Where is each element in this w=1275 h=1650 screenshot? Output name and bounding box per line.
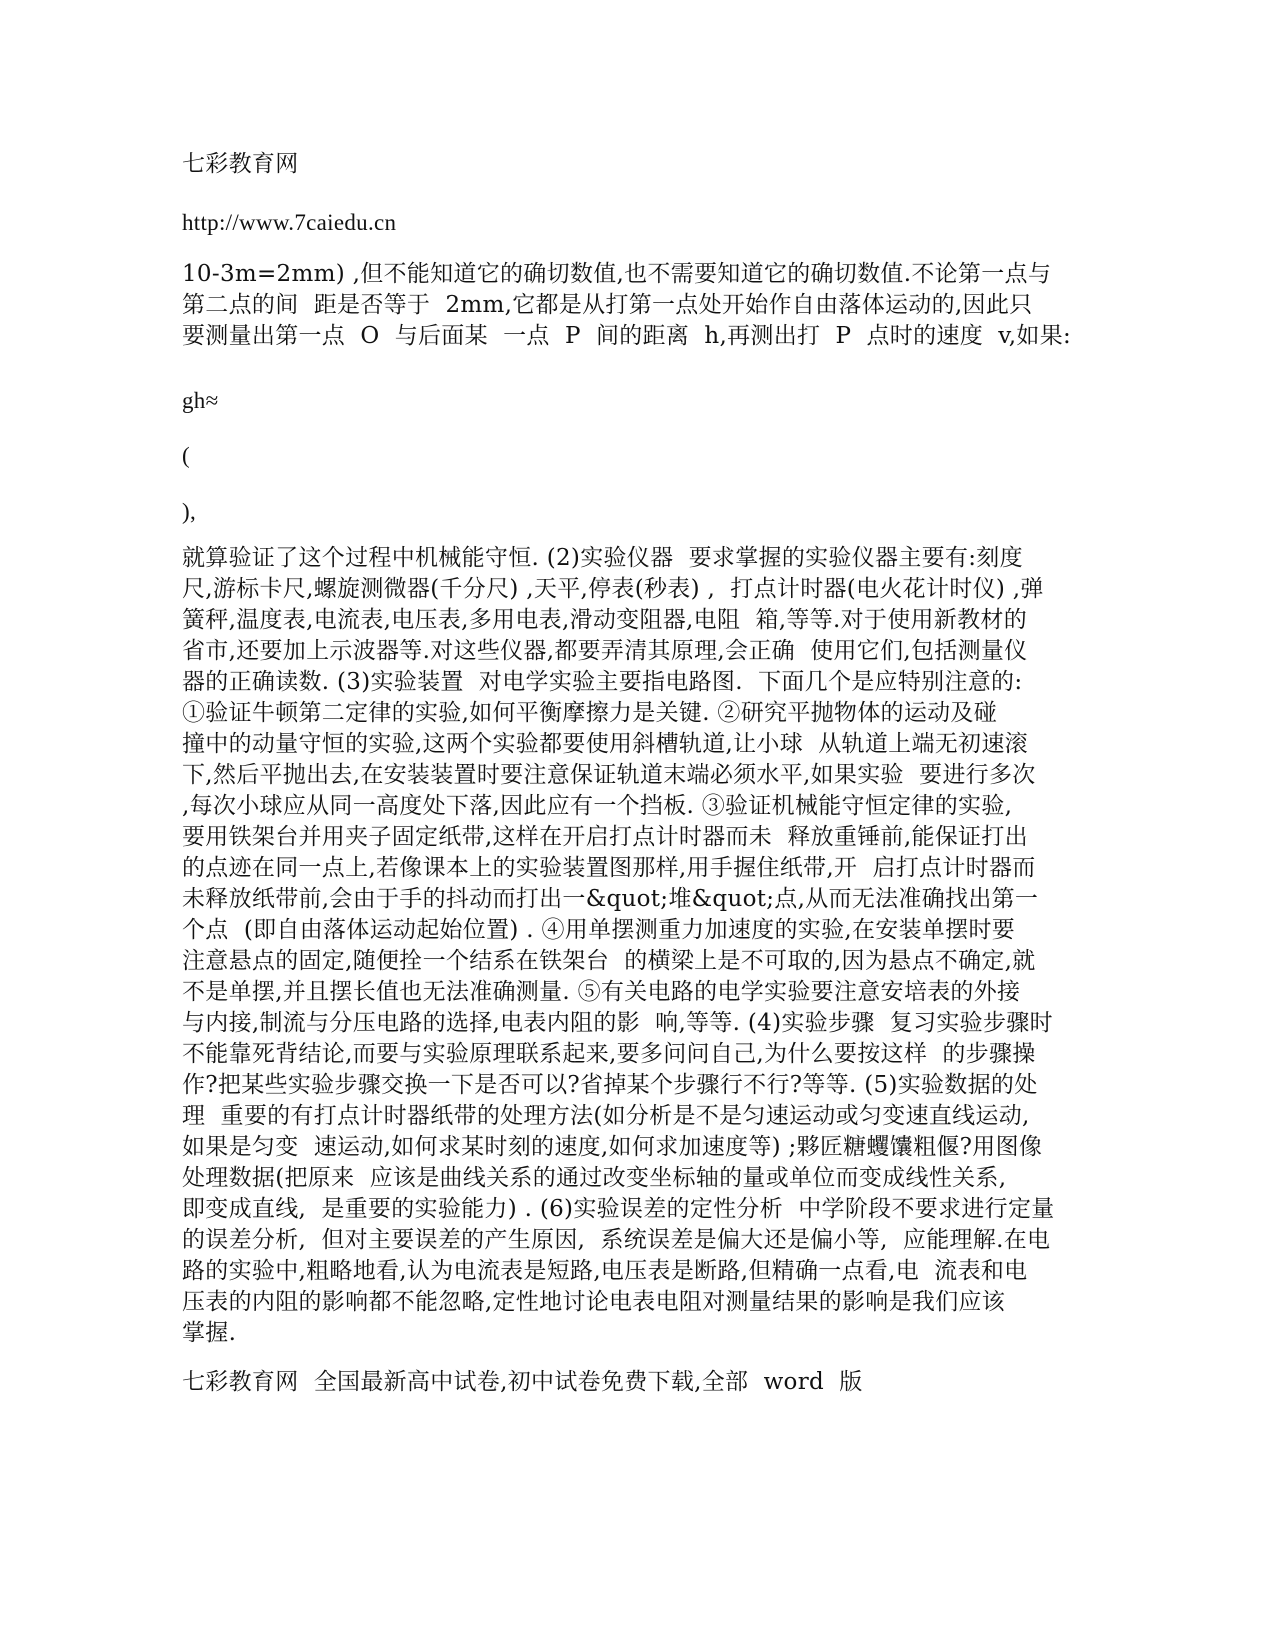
paragraph-2-line-25: 压表的内阻的影响都不能忽略,定性地讨论电表电阻对测量结果的影响是我们应该 bbox=[182, 1289, 1006, 1315]
paragraph-2-line-10: 要用铁架台并用夹子固定纸带,这样在开启打点计时器而未 释放重锤前,能保证打出 bbox=[182, 824, 1028, 850]
paragraph-2-line-24: 路的实验中,粗略地看,认为电流表是短路,电压表是断路,但精确一点看,电 流表和电 bbox=[182, 1258, 1028, 1284]
paragraph-2-line-15: 不是单摆,并且摆长值也无法准确测量. ⑤有关电路的电学实验要注意安培表的外接 bbox=[182, 979, 1021, 1005]
paragraph-1-line-1: 10-3m=2mm) ,但不能知道它的确切数值,也不需要知道它的确切数值.不论第一点与 bbox=[182, 261, 1052, 287]
paragraph-2-line-18: 作?把某些实验步骤交换一下是否可以?省掉某个步骤行不行?等等. (5)实验数据的处 bbox=[182, 1072, 1038, 1098]
paragraph-2-line-22: 即变成直线, 是重要的实验能力) . (6)实验误差的定性分析 中学阶段不要求进行定量 bbox=[182, 1196, 1055, 1222]
paragraph-2-line-7: 撞中的动量守恒的实验,这两个实验都要使用斜槽轨道,让小球 从轨道上端无初速滚 bbox=[182, 731, 1028, 757]
paragraph-2-line-9: ,每次小球应从同一高度处下落,因此应有一个挡板. ③验证机械能守恒定律的实验, bbox=[182, 793, 1013, 819]
paragraph-2-line-5: 器的正确读数. (3)实验装置 对电学实验主要指电路图. 下面几个是应特别注意的: bbox=[182, 669, 1023, 695]
paragraph-1-line-3: 要测量出第一点 O 与后面某 一点 P 间的距离 h,再测出打 P 点时的速度 v,如果: bbox=[182, 323, 1072, 349]
paragraph-2-line-19: 理 重要的有打点计时器纸带的处理方法(如分析是不是匀速运动或匀变速直线运动, bbox=[182, 1103, 1030, 1129]
paragraph-2-line-1: 就算验证了这个过程中机械能守恒. (2)实验仪器 要求掌握的实验仪器主要有:刻度 bbox=[182, 545, 1023, 571]
paragraph-1-line-2: 第二点的间 距是否等于 2mm,它都是从打第一点处开始作自由落体运动的,因此只 bbox=[182, 292, 1033, 318]
site-url[interactable]: http://www.7caiedu.cn bbox=[182, 210, 397, 235]
paragraph-2-line-4: 省市,还要加上示波器等.对这些仪器,都要弄清其原理,会正确 使用它们,包括测量仪 bbox=[182, 638, 1028, 664]
paragraph-2-line-8: 下,然后平抛出去,在安装装置时要注意保证轨道末端必须水平,如果实验 要进行多次 bbox=[182, 762, 1036, 788]
paragraph-2-line-13: 个点 (即自由落体运动起始位置) . ④用单摆测重力加速度的实验,在安装单摆时要 bbox=[182, 917, 1016, 943]
paragraph-2-line-12: 未释放纸带前,会由于手的抖动而打出一&quot;堆&quot;点,从而无法准确找出第一 bbox=[182, 886, 1039, 912]
paragraph-2-line-20: 如果是匀变 速运动,如何求某时刻的速度,如何求加速度等) ;夥匠糖蠼馕粗偃?用图像 bbox=[182, 1134, 1043, 1160]
paragraph-2-line-26: 掌握. bbox=[182, 1320, 237, 1346]
paragraph-2-line-3: 簧秤,温度表,电流表,电压表,多用电表,滑动变阻器,电阻 箱,等等.对于使用新教材的 bbox=[182, 607, 1028, 633]
equation-gh: gh≈ bbox=[182, 388, 219, 413]
equation-open-paren: ( bbox=[182, 443, 190, 468]
paragraph-2-line-21: 处理数据(把原来 应该是曲线关系的通过改变坐标轴的量或单位而变成线性关系, bbox=[182, 1165, 1007, 1191]
paragraph-2-line-16: 与内接,制流与分压电路的选择,电表内阻的影 响,等等. (4)实验步骤 复习实验步骤时 bbox=[182, 1010, 1053, 1036]
equation-close-paren: ), bbox=[182, 499, 197, 524]
site-name: 七彩教育网 bbox=[182, 151, 299, 177]
paragraph-2-line-23: 的误差分析, 但对主要误差的产生原因, 系统误差是偏大还是偏小等, 应能理解.在电 bbox=[182, 1227, 1051, 1253]
paragraph-2-line-17: 不能靠死背结论,而要与实验原理联系起来,要多问问自己,为什么要按这样 的步骤操 bbox=[182, 1041, 1036, 1067]
paragraph-2-line-6: ①验证牛顿第二定律的实验,如何平衡摩擦力是关键. ②研究平抛物体的运动及碰 bbox=[182, 700, 998, 726]
footer-note: 七彩教育网 全国最新高中试卷,初中试卷免费下载,全部 word 版 bbox=[182, 1369, 863, 1395]
paragraph-2-line-11: 的点迹在同一点上,若像课本上的实验装置图那样,用手握住纸带,开 启打点计时器而 bbox=[182, 855, 1036, 881]
paragraph-2-line-14: 注意悬点的固定,随便拴一个结系在铁架台 的横梁上是不可取的,因为悬点不确定,就 bbox=[182, 948, 1036, 974]
paragraph-2-line-2: 尺,游标卡尺,螺旋测微器(千分尺) ,天平,停表(秒表) , 打点计时器(电火花计时仪) ,弹 bbox=[182, 576, 1044, 602]
